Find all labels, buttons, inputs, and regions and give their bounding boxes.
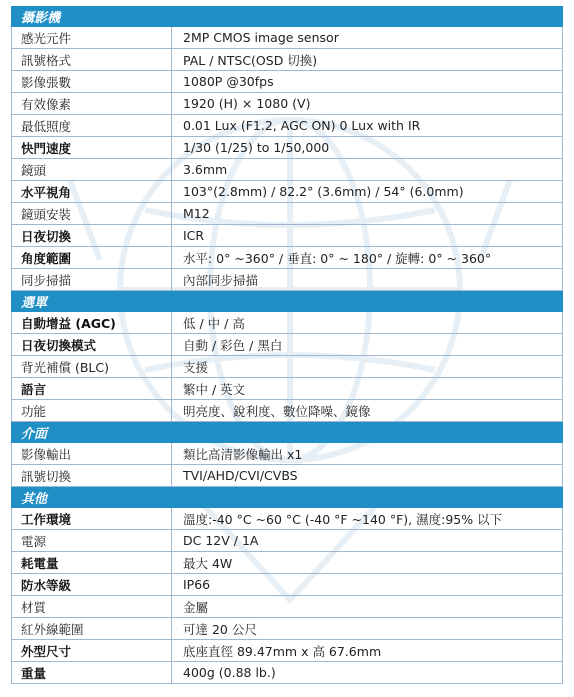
spec-value: 繁中 / 英文 — [172, 378, 563, 400]
spec-value: 水平: 0° ~360° / 垂直: 0° ~ 180° / 旋轉: 0° ~ 360° — [172, 247, 563, 269]
spec-row — [12, 71, 563, 93]
spec-value: 底座直徑 89.47mm x 高 67.6mm — [172, 640, 563, 662]
spec-value: 最大 4W — [172, 552, 563, 574]
spec-row — [12, 334, 563, 356]
spec-row — [12, 378, 563, 400]
spec-label: 同步掃描 — [12, 269, 172, 291]
spec-row — [12, 115, 563, 137]
section-header-row — [12, 487, 563, 508]
spec-row — [12, 247, 563, 269]
spec-value: IP66 — [172, 574, 563, 596]
spec-row — [12, 596, 563, 618]
spec-label: 訊號格式 — [12, 49, 172, 71]
spec-row — [12, 269, 563, 291]
spec-value: 明亮度、銳利度、數位降噪、鏡像 — [172, 400, 563, 422]
spec-label: 材質 — [12, 596, 172, 618]
spec-value: 自動 / 彩色 / 黑白 — [172, 334, 563, 356]
spec-value: 支援 — [172, 356, 563, 378]
spec-row — [12, 400, 563, 422]
spec-label: 自動增益 (AGC) — [12, 312, 172, 334]
spec-label: 鏡頭 — [12, 159, 172, 181]
spec-label: 背光補償 (BLC) — [12, 356, 172, 378]
section-title: 介面 — [12, 422, 563, 443]
spec-value: 1/30 (1/25) to 1/50,000 — [172, 137, 563, 159]
spec-value: 1080P @30fps — [172, 71, 563, 93]
section-title: 選單 — [12, 291, 563, 312]
spec-row — [12, 552, 563, 574]
spec-label: 日夜切換模式 — [12, 334, 172, 356]
spec-table-body — [12, 6, 563, 684]
spec-row — [12, 93, 563, 115]
spec-row — [12, 356, 563, 378]
spec-value: M12 — [172, 203, 563, 225]
spec-row — [12, 203, 563, 225]
spec-label: 最低照度 — [12, 115, 172, 137]
spec-row — [12, 225, 563, 247]
spec-row — [12, 159, 563, 181]
spec-row — [12, 508, 563, 530]
spec-label: 防水等級 — [12, 574, 172, 596]
section-header-row — [12, 291, 563, 312]
spec-label: 重量 — [12, 662, 172, 684]
spec-label: 工作環境 — [12, 508, 172, 530]
spec-row — [12, 574, 563, 596]
spec-label: 水平視角 — [12, 181, 172, 203]
spec-label: 角度範圍 — [12, 247, 172, 269]
spec-row — [12, 27, 563, 49]
spec-label: 日夜切換 — [12, 225, 172, 247]
spec-value: 類比高清影像輸出 x1 — [172, 443, 563, 465]
spec-value: TVI/AHD/CVI/CVBS — [172, 465, 563, 487]
spec-value: DC 12V / 1A — [172, 530, 563, 552]
spec-label: 感光元件 — [12, 27, 172, 49]
spec-table — [11, 6, 563, 684]
spec-row — [12, 465, 563, 487]
spec-value: ICR — [172, 225, 563, 247]
spec-label: 外型尺寸 — [12, 640, 172, 662]
section-title: 攝影機 — [12, 6, 563, 27]
spec-label: 快門速度 — [12, 137, 172, 159]
spec-value: 低 / 中 / 高 — [172, 312, 563, 334]
spec-value: PAL / NTSC(OSD 切換) — [172, 49, 563, 71]
spec-value: 內部同步掃描 — [172, 269, 563, 291]
spec-row — [12, 530, 563, 552]
spec-row — [12, 443, 563, 465]
spec-row — [12, 49, 563, 71]
spec-label: 影像輸出 — [12, 443, 172, 465]
spec-row — [12, 137, 563, 159]
spec-value: 0.01 Lux (F1.2, AGC ON) 0 Lux with IR — [172, 115, 563, 137]
spec-label: 鏡頭安裝 — [12, 203, 172, 225]
spec-value: 可達 20 公尺 — [172, 618, 563, 640]
section-title: 其他 — [12, 487, 563, 508]
spec-value: 1920 (H) × 1080 (V) — [172, 93, 563, 115]
spec-label: 影像張數 — [12, 71, 172, 93]
spec-label: 訊號切換 — [12, 465, 172, 487]
spec-row — [12, 662, 563, 684]
spec-label: 紅外線範圍 — [12, 618, 172, 640]
spec-label: 耗電量 — [12, 552, 172, 574]
spec-value: 溫度:-40 °C ~60 °C (-40 °F ~140 °F), 濕度:95% 以下 — [172, 508, 563, 530]
spec-value: 3.6mm — [172, 159, 563, 181]
section-header-row — [12, 6, 563, 27]
spec-label: 功能 — [12, 400, 172, 422]
spec-value: 400g (0.88 lb.) — [172, 662, 563, 684]
spec-value: 103°(2.8mm) / 82.2° (3.6mm) / 54° (6.0mm) — [172, 181, 563, 203]
spec-label: 語言 — [12, 378, 172, 400]
spec-row — [12, 181, 563, 203]
spec-row — [12, 618, 563, 640]
section-header-row — [12, 422, 563, 443]
spec-value: 2MP CMOS image sensor — [172, 27, 563, 49]
spec-value: 金屬 — [172, 596, 563, 618]
spec-row — [12, 640, 563, 662]
spec-row — [12, 312, 563, 334]
spec-label: 有效像素 — [12, 93, 172, 115]
spec-label: 電源 — [12, 530, 172, 552]
